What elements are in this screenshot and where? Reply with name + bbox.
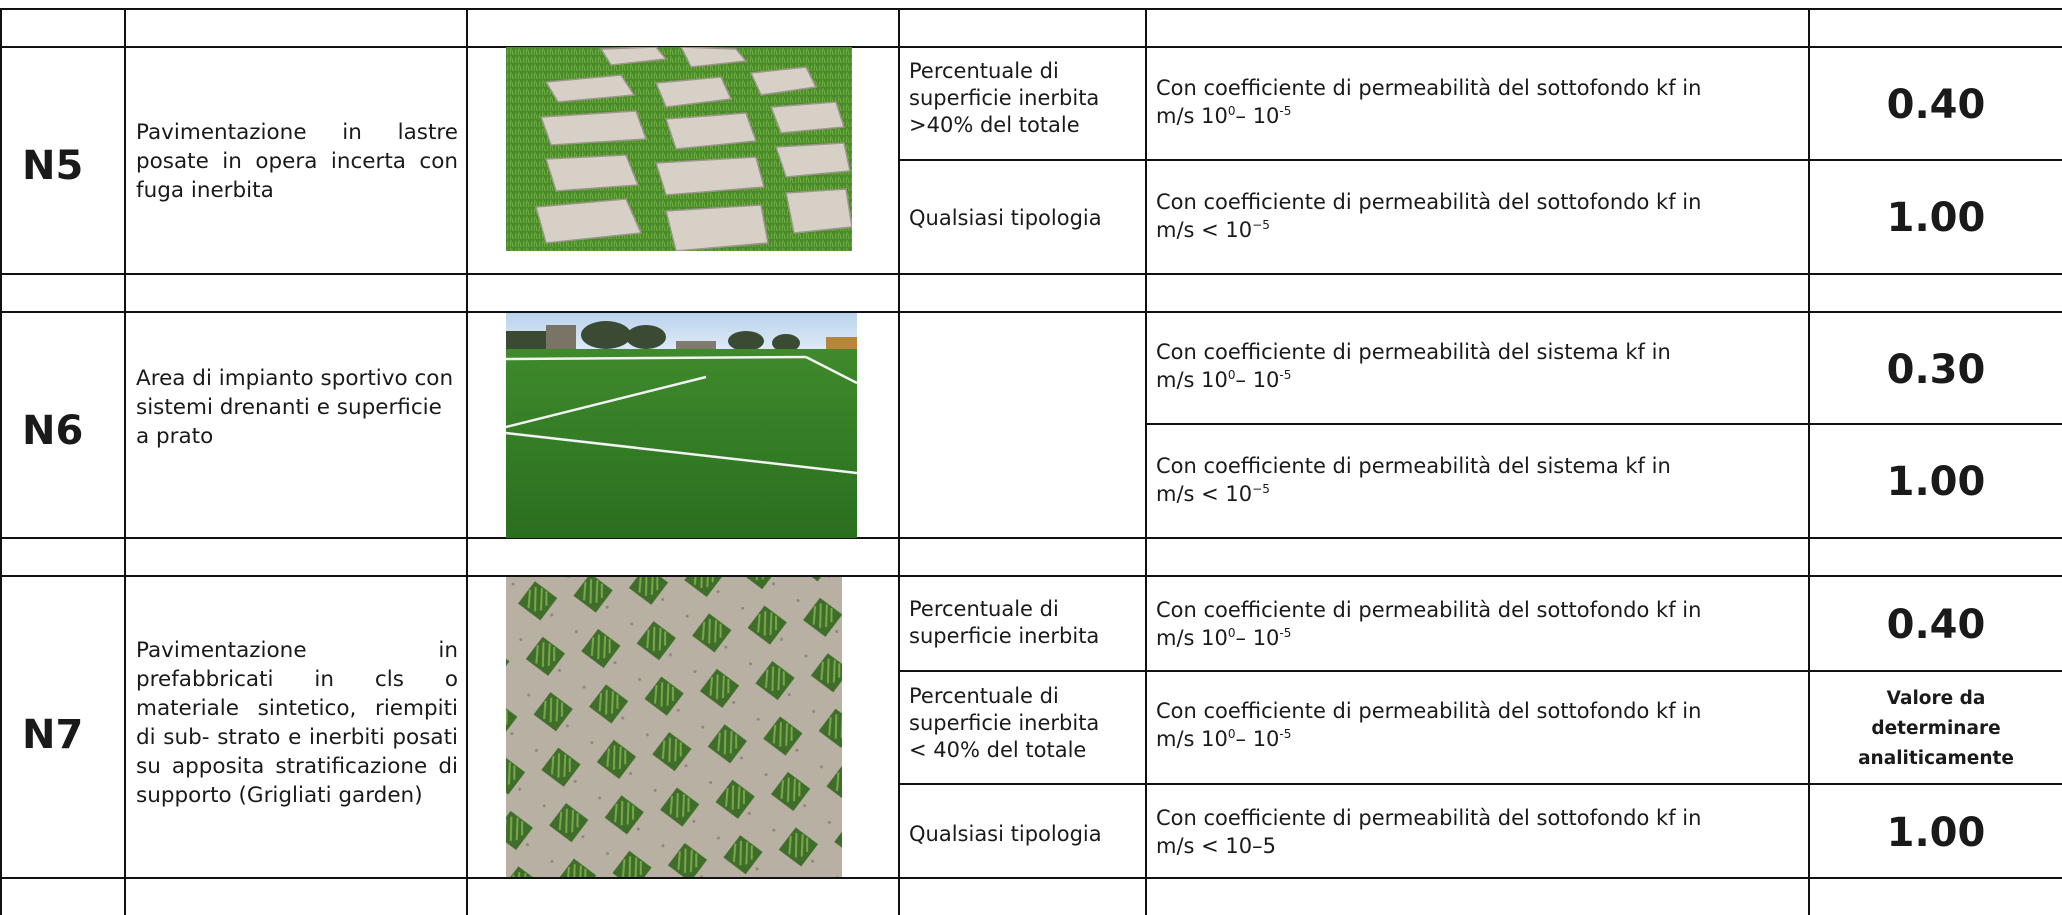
category-line: Qualsiasi tipologia: [909, 206, 1102, 230]
category-cell: [909, 596, 1144, 650]
category-line: superficie inerbita: [909, 624, 1100, 648]
category-cell: [909, 205, 1144, 232]
category-line: Percentuale di: [909, 597, 1059, 621]
condition-line: Con coefficiente di permeabilità del sottofondo kf in: [1156, 699, 1702, 723]
row-description: Pavimentazione in lastre posate in opera incerta con fuga inerbita: [136, 120, 458, 203]
category-line: Percentuale di: [909, 684, 1059, 708]
category-line: Percentuale di: [909, 59, 1059, 83]
condition-line: Con coefficiente di permeabilità del sottofondo kf in: [1156, 76, 1702, 100]
condition-line: Con coefficiente di permeabilità del sistema kf in: [1156, 340, 1671, 364]
coefficient-value: 1.00: [1886, 195, 1986, 241]
coefficient-value: 0.40: [1886, 82, 1986, 128]
value-line: determinare: [1871, 718, 2001, 739]
sports-field-photo: [506, 313, 857, 538]
coefficient-value-text: [1812, 684, 2060, 774]
condition-line: Con coefficiente di permeabilità del sottofondo kf in: [1156, 598, 1702, 622]
coefficient-value: 1.00: [1886, 810, 1986, 856]
category-cell: [909, 58, 1144, 139]
stone-paving-photo: [506, 47, 852, 251]
row-description: Pavimentazione in prefabbricati in cls o materiale sintetico, riempiti di sub- strato e inerbiti posati su apposita stratificazione di supporto (Grigliati garden): [136, 638, 458, 808]
condition-line: Con coefficiente di permeabilità del sottofondo kf in: [1156, 190, 1702, 214]
condition-cell: [1156, 596, 1746, 652]
row-code: N5: [22, 143, 84, 189]
condition-line: $m/s < 10^{-5}$: [1156, 218, 1270, 242]
condition-cell: [1156, 697, 1746, 753]
row-code: N6: [22, 408, 84, 454]
category-line: superficie inerbita: [909, 86, 1100, 110]
value-line: analiticamente: [1858, 748, 2014, 769]
condition-cell: [1156, 804, 1746, 860]
condition-cell: [1156, 338, 1746, 394]
condition-line: m/s $10^0-$ $10^{-5}$: [1156, 368, 1292, 392]
category-line: Qualsiasi tipologia: [909, 822, 1102, 846]
grass-grid-photo: [506, 577, 842, 877]
row-code: N7: [22, 712, 84, 758]
category-line: >40% del totale: [909, 113, 1080, 137]
condition-line: Con coefficiente di permeabilità del sistema kf in: [1156, 454, 1671, 478]
coefficient-value: 0.30: [1886, 347, 1986, 393]
category-line: superficie inerbita: [909, 711, 1100, 735]
condition-line: m/s $10^0-$ $10^{-5}$: [1156, 104, 1292, 128]
category-line: < 40% del totale: [909, 738, 1087, 762]
category-cell: [909, 683, 1144, 764]
condition-line: m/s $10^0-$ $10^{-5}$: [1156, 727, 1292, 751]
condition-line: m/s $10^0-$ $10^{-5}$: [1156, 626, 1292, 650]
condition-cell: [1156, 452, 1746, 508]
condition-line: m/s < 10–5: [1156, 834, 1277, 858]
row-description: Area di impianto sportivo con sistemi drenanti e superficie a prato: [136, 366, 454, 449]
coefficient-value: 1.00: [1886, 459, 1986, 505]
condition-cell: [1156, 74, 1746, 130]
category-cell: [909, 821, 1144, 848]
condition-line: $m/s < 10^{-5}$: [1156, 482, 1270, 506]
value-line: Valore da: [1886, 688, 1986, 709]
condition-line: Con coefficiente di permeabilità del sottofondo kf in: [1156, 806, 1702, 830]
coefficient-value: 0.40: [1886, 602, 1986, 648]
condition-cell: [1156, 188, 1746, 244]
